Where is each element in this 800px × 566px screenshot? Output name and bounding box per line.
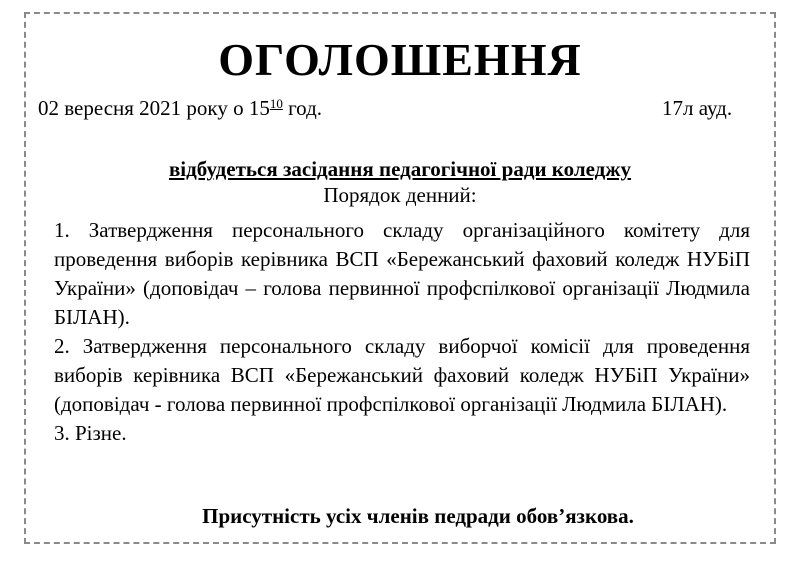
- meeting-time-suffix: год.: [282, 96, 323, 120]
- meeting-datetime: [38, 94, 322, 122]
- agenda-list: [54, 216, 750, 448]
- attendance-note: Присутність усіх членів педради обов’язкова.: [202, 504, 634, 528]
- agenda-item: 2. Затвердження персонального складу виборчої комісії для проведення виборів керівника ВСП «Бережанський фаховий коледж НУБіП України» (доповідач - голова первинної профспілкової організації Людмила БІЛАН).: [54, 334, 750, 416]
- agenda-item: 3. Різне.: [54, 421, 127, 445]
- agenda-item: 1. Затвердження персонального складу організаційного комітету для проведення виборів керівника ВСП «Бережанський фаховий коледж НУБіП України» (доповідач – голова первинної профспілкової організації Людмила БІЛАН).: [54, 218, 750, 329]
- meeting-heading: відбудеться засідання педагогічної ради коледжу: [168, 157, 632, 181]
- agenda-title: Порядок денний:: [323, 183, 477, 207]
- meeting-date: 02 вересня 2021 року о 15: [38, 96, 270, 120]
- meeting-time-minutes: 10: [269, 96, 283, 111]
- notice-title: ОГОЛОШЕННЯ: [218, 34, 582, 85]
- meeting-room: 17л ауд.: [662, 96, 733, 120]
